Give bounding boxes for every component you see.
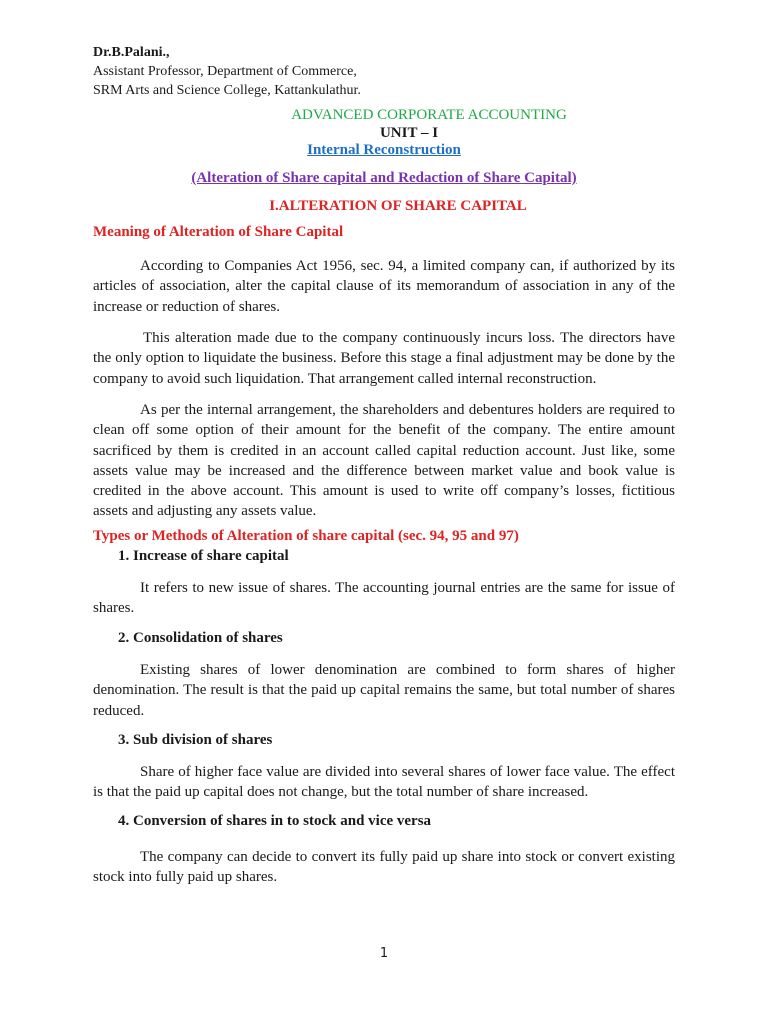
type-3-text: Share of higher face value are divided into several shares of lower face value. The effect is that the paid up capital does not change, but the total number of share increased. <box>93 764 675 801</box>
unit-title: UNIT – I <box>379 125 439 141</box>
type-3-heading: 3. Sub division of shares <box>118 732 273 748</box>
type-4-text: The company can decide to convert its fully paid up share into stock or convert existing stock into fully paid up shares. <box>93 849 675 886</box>
types-heading: Types or Methods of Alteration of share capital (sec. 94, 95 and 97) <box>93 528 519 544</box>
author-name: Dr.B.Palani., <box>93 45 170 60</box>
subject-title: ADVANCED CORPORATE ACCOUNTING <box>291 107 567 123</box>
paragraph-2: This alteration made due to the company continuously incurs loss. The directors have the only option to liquidate the business. Before this stage a final adjustment may be done by the company to avoid such liquidation. That arrangement called internal reconstruction. <box>93 330 675 387</box>
paragraph-1: According to Companies Act 1956, sec. 94, a limited company can, if authorized by its articles of association, alter the capital clause of its memorandum of association in any of the increase or reduction of shares. <box>93 258 675 315</box>
type-2-text: Existing shares of lower denomination are combined to form shares of higher denomination. The result is that the paid up capital remains the same, but total number of shares reduced. <box>93 662 675 719</box>
page-number: 1 <box>379 946 389 961</box>
type-1-heading: 1. Increase of share capital <box>118 548 289 564</box>
author-header <box>93 43 361 100</box>
section-title: I.ALTERATION OF SHARE CAPITAL <box>269 198 527 214</box>
type-1-text: It refers to new issue of shares. The accounting journal entries are the same for issue of shares. <box>93 580 675 617</box>
type-2-heading: 2. Consolidation of shares <box>118 630 283 646</box>
author-college: SRM Arts and Science College, Kattankulathur. <box>93 83 361 98</box>
subtitle: (Alteration of Share capital and Redaction of Share Capital) <box>191 170 577 186</box>
meaning-heading: Meaning of Alteration of Share Capital <box>93 224 344 240</box>
paragraph-3: As per the internal arrangement, the shareholders and debentures holders are required to clean off some option of their amount for the benefit of the company. The entire amount sacrificed by them is credited in an account called capital reduction account. Just like, some assets value may be increased and the difference between market value and book value is credited in the above account. This amount is used to write off company’s losses, fictitious assets and adjusting any assets value. <box>93 402 675 520</box>
type-4-heading: 4. Conversion of shares in to stock and vice versa <box>118 813 432 829</box>
author-position: Assistant Professor, Department of Commerce, <box>93 64 357 79</box>
topic-title: Internal Reconstruction <box>307 142 461 158</box>
